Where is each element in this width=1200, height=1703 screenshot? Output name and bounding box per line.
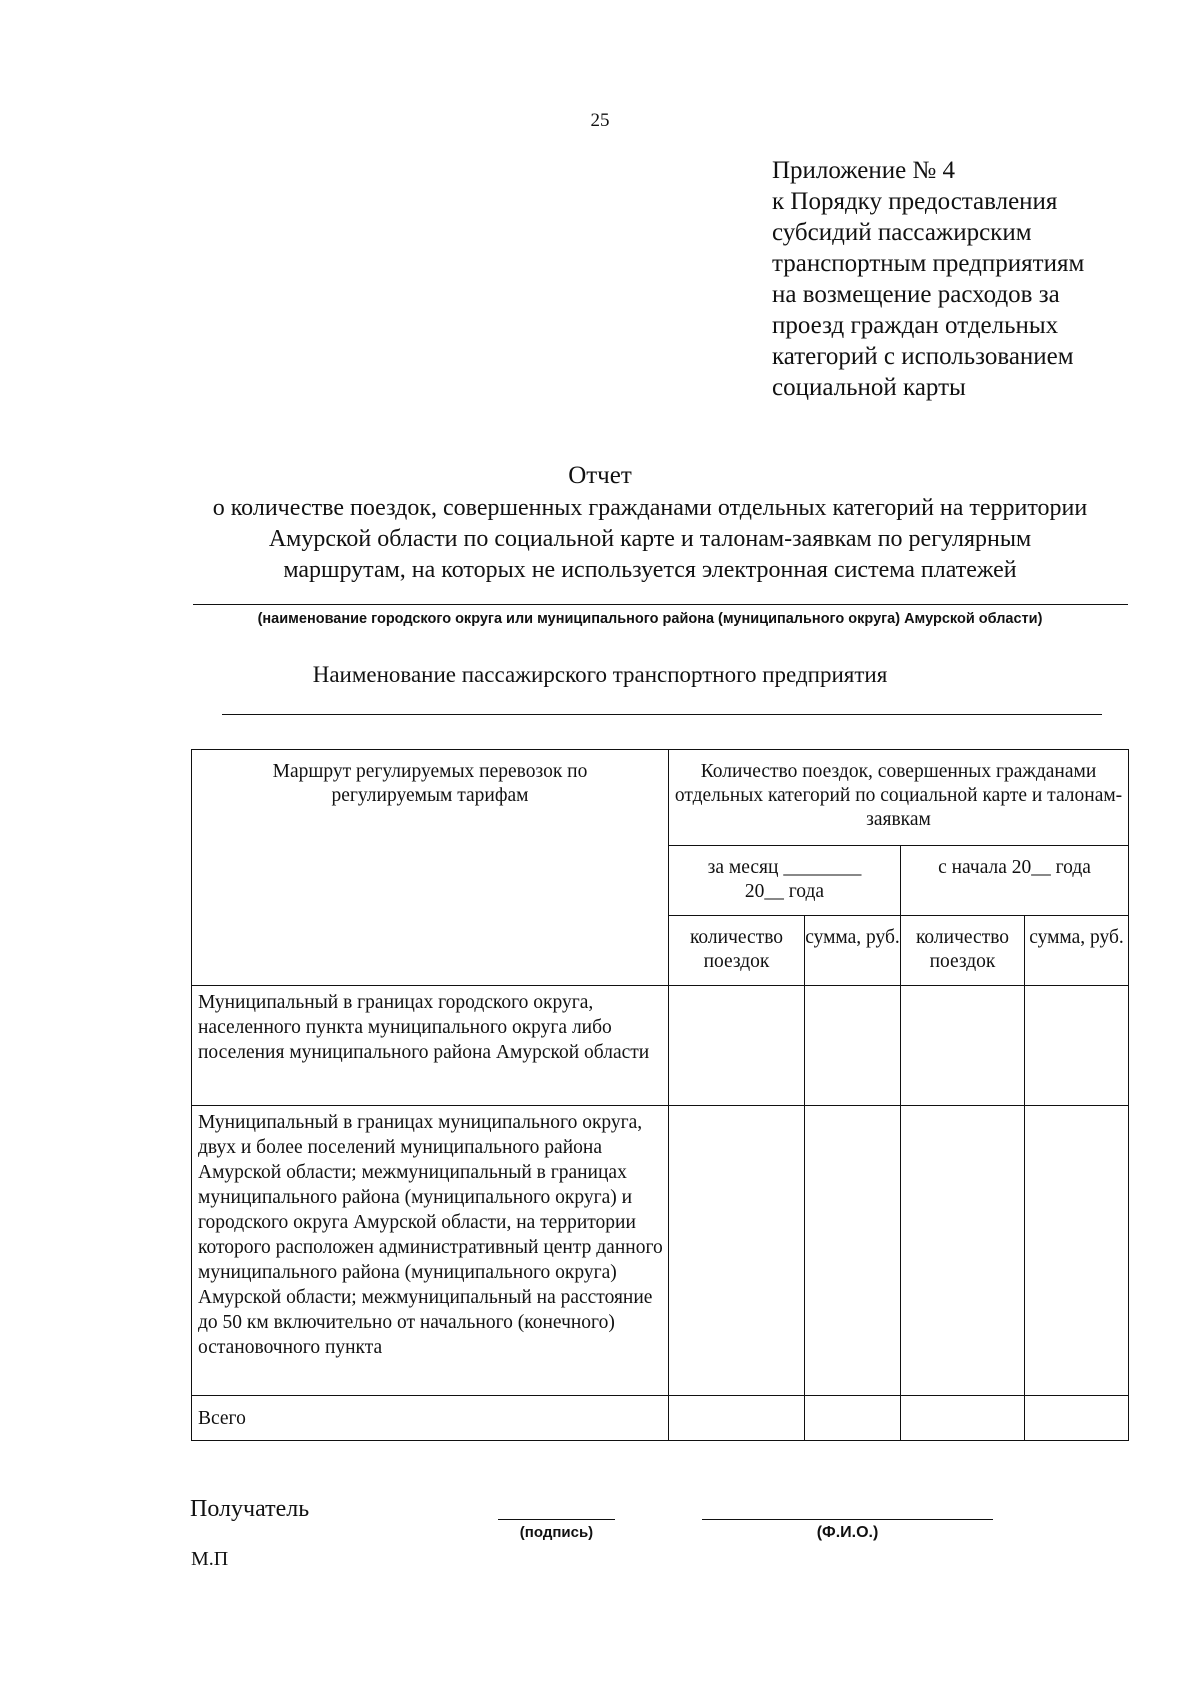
- period-month-cell: [669, 846, 901, 916]
- value-cell[interactable]: [901, 1106, 1025, 1396]
- col-sum-year: [1025, 916, 1129, 986]
- col-sum-month: [805, 916, 901, 986]
- route-cell: Муниципальный в границах городского округа, населенного пункта муниципального округа либо поселения муниципального района Амурской области: [192, 986, 669, 1106]
- appendix-line: транспортным предприятиям: [772, 250, 1085, 277]
- signature-line: [498, 1519, 615, 1520]
- period-month-year: 20__ года: [744, 881, 825, 902]
- appendix-block: [772, 155, 1182, 403]
- value-cell[interactable]: [805, 1396, 901, 1441]
- period-month-line: за месяц ________: [707, 857, 862, 878]
- company-fill-line: [222, 714, 1102, 715]
- total-cell: Всего: [192, 1396, 669, 1441]
- value-cell[interactable]: [669, 1106, 805, 1396]
- appendix-line: Приложение № 4: [772, 157, 956, 184]
- fio-line: [702, 1519, 993, 1520]
- col-count-label: количество поездок: [689, 927, 784, 972]
- trips-header-cell: [669, 750, 1129, 846]
- company-label: Наименование пассажирского транспортного предприятия: [312, 662, 888, 687]
- value-cell[interactable]: [1025, 1396, 1129, 1441]
- appendix-line: субсидий пассажирским: [772, 219, 1032, 246]
- district-fill-line: [193, 604, 1128, 605]
- appendix-line: социальной карты: [772, 374, 966, 401]
- recipient-label: Получатель: [190, 1496, 310, 1522]
- stamp-label: М.П: [191, 1548, 229, 1570]
- route-header-cell: [192, 750, 669, 986]
- report-subtitle: [150, 493, 1150, 586]
- col-count-month: [669, 916, 805, 986]
- appendix-line: категорий с использованием: [772, 343, 1074, 370]
- value-cell[interactable]: [805, 1106, 901, 1396]
- appendix-line: проезд граждан отдельных: [772, 312, 1059, 339]
- route-header: Маршрут регулируемых перевозок по регулируемым тарифам: [272, 761, 588, 806]
- table-row: [192, 1106, 1129, 1396]
- report-title: Отчет: [568, 462, 632, 489]
- value-cell[interactable]: [669, 986, 805, 1106]
- value-cell[interactable]: [805, 986, 901, 1106]
- value-cell[interactable]: [1025, 986, 1129, 1106]
- value-cell[interactable]: [901, 1396, 1025, 1441]
- report-subtitle-line: о количестве поездок, совершенных гражданами отдельных категорий на территории: [212, 495, 1088, 521]
- page-number: 25: [590, 110, 610, 131]
- value-cell[interactable]: [1025, 1106, 1129, 1396]
- col-sum-label: сумма, руб.: [1029, 927, 1124, 948]
- signature-caption: (подпись): [519, 1524, 594, 1541]
- report-subtitle-line: Амурской области по социальной карте и талонам-заявкам по регулярным: [268, 526, 1032, 552]
- value-cell[interactable]: [669, 1396, 805, 1441]
- report-table: [191, 749, 1129, 1441]
- table-row-total: [192, 1396, 1129, 1441]
- table-row: [192, 986, 1129, 1106]
- report-subtitle-line: маршрутам, на которых не используется электронная система платежей: [283, 557, 1017, 583]
- col-count-year: [901, 916, 1025, 986]
- fio-caption: (Ф.И.О.): [816, 1524, 879, 1541]
- col-sum-label: сумма, руб.: [805, 927, 900, 948]
- period-year: с начала 20__ года: [938, 857, 1091, 878]
- appendix-line: к Порядку предоставления: [772, 188, 1058, 215]
- trips-header: Количество поездок, совершенных гражданами отдельных категорий по социальной карте и талонам-заявкам: [674, 761, 1123, 830]
- col-count-label: количество поездок: [915, 927, 1010, 972]
- route-cell: Муниципальный в границах муниципального округа, двух и более поселений муниципального района Амурской области; межмуниципальный в границах муниципального района (муниципального округа) и городского округа Амурской области, на территории которого расположен административный центр данного муниципального района (муниципального округа) Амурской области; межмуниципальный на расстояние до 50 км включительно от начального (конечного) остановочного пункта: [192, 1106, 669, 1396]
- period-year-cell: [901, 846, 1129, 916]
- value-cell[interactable]: [901, 986, 1025, 1106]
- district-caption: (наименование городского округа или муниципального района (муниципального округа) Амурской области): [257, 611, 1043, 627]
- appendix-line: на возмещение расходов за: [772, 281, 1060, 308]
